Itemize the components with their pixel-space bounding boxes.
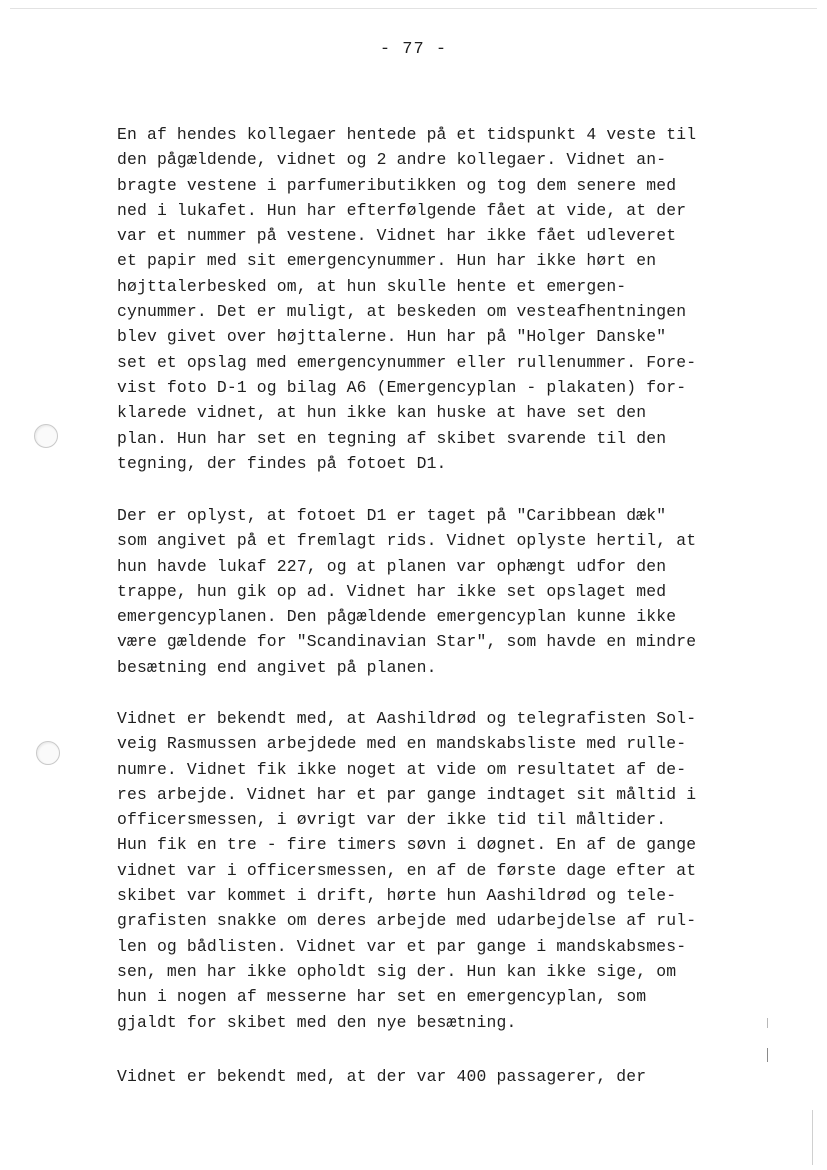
text-line: tegning, der findes på fotoet D1. bbox=[117, 453, 447, 473]
text-line: som angivet på et fremlagt rids. Vidnet oplyste hertil, at bbox=[117, 531, 697, 551]
text-line: Hun fik en tre - fire timers søvn i døgnet. En af de gange bbox=[117, 835, 697, 855]
text-line: højttalerbesked om, at hun skulle hente et emergen- bbox=[117, 276, 627, 296]
text-line: var et nummer på vestene. Vidnet har ikke fået udleveret bbox=[117, 226, 677, 246]
text-line: hun i nogen af messerne har set en emergencyplan, som bbox=[117, 987, 647, 1007]
text-line: den pågældende, vidnet og 2 andre kollegaer. Vidnet an- bbox=[117, 150, 667, 170]
scan-artifact bbox=[812, 1110, 813, 1165]
text-line: plan. Hun har set en tegning af skibet svarende til den bbox=[117, 428, 667, 448]
text-line: skibet var kommet i drift, hørte hun Aashildrød og tele- bbox=[117, 886, 677, 906]
text-line: grafisten snakke om deres arbejde med udarbejdelse af rul- bbox=[117, 911, 697, 931]
text-line: hun havde lukaf 227, og at planen var ophængt udfor den bbox=[117, 556, 667, 576]
punch-hole bbox=[34, 424, 58, 448]
text-line: gjaldt for skibet med den nye besætning. bbox=[117, 1012, 517, 1032]
text-line: veig Rasmussen arbejdede med en mandskabsliste med rulle- bbox=[117, 734, 687, 754]
page-top-edge bbox=[10, 8, 817, 9]
text-line: trappe, hun gik op ad. Vidnet har ikke set opslaget med bbox=[117, 581, 667, 601]
text-line: vist foto D-1 og bilag A6 (Emergencyplan - plakaten) for- bbox=[117, 377, 687, 397]
text-line: besætning end angivet på planen. bbox=[117, 657, 437, 677]
scan-artifact bbox=[767, 1018, 768, 1028]
text-line: emergencyplanen. Den pågældende emergencyplan kunne ikke bbox=[117, 607, 677, 627]
paragraph bbox=[117, 122, 717, 476]
text-line: sen, men har ikke opholdt sig der. Hun kan ikke sige, om bbox=[117, 961, 677, 981]
text-line: res arbejde. Vidnet har et par gange indtaget sit måltid i bbox=[117, 784, 697, 804]
paragraph bbox=[117, 503, 717, 680]
text-line: bragte vestene i parfumeributikken og tog dem senere med bbox=[117, 175, 677, 195]
text-line: ned i lukafet. Hun har efterfølgende fået at vide, at der bbox=[117, 200, 687, 220]
text-line: være gældende for "Scandinavian Star", som havde en mindre bbox=[117, 632, 697, 652]
text-line: len og bådlisten. Vidnet var et par gange i mandskabsmes- bbox=[117, 936, 687, 956]
text-line: klarede vidnet, at hun ikke kan huske at have set den bbox=[117, 403, 647, 423]
text-line: Vidnet er bekendt med, at der var 400 passagerer, der bbox=[117, 1067, 647, 1086]
paragraph bbox=[117, 706, 717, 1035]
text-line: Vidnet er bekendt med, at Aashildrød og telegrafisten Sol- bbox=[117, 709, 697, 728]
paragraph bbox=[117, 1064, 717, 1089]
text-line: et papir med sit emergencynummer. Hun har ikke hørt en bbox=[117, 251, 657, 271]
page-number: - 77 - bbox=[379, 40, 448, 59]
text-line: blev givet over højttalerne. Hun har på "Holger Danske" bbox=[117, 327, 667, 347]
scan-artifact bbox=[767, 1048, 768, 1062]
text-line: vidnet var i officersmessen, en af de første dage efter at bbox=[117, 860, 697, 880]
text-line: officersmessen, i øvrigt var der ikke tid til måltider. bbox=[117, 810, 667, 830]
punch-hole bbox=[36, 741, 60, 765]
text-line: set et opslag med emergencynummer eller rullenummer. Fore- bbox=[117, 352, 697, 372]
text-line: Der er oplyst, at fotoet D1 er taget på "Caribbean dæk" bbox=[117, 506, 667, 525]
text-line: numre. Vidnet fik ikke noget at vide om resultatet af de- bbox=[117, 759, 687, 779]
text-line: En af hendes kollegaer hentede på et tidspunkt 4 veste til bbox=[117, 125, 697, 144]
text-line: cynummer. Det er muligt, at beskeden om vesteafhentningen bbox=[117, 302, 687, 322]
